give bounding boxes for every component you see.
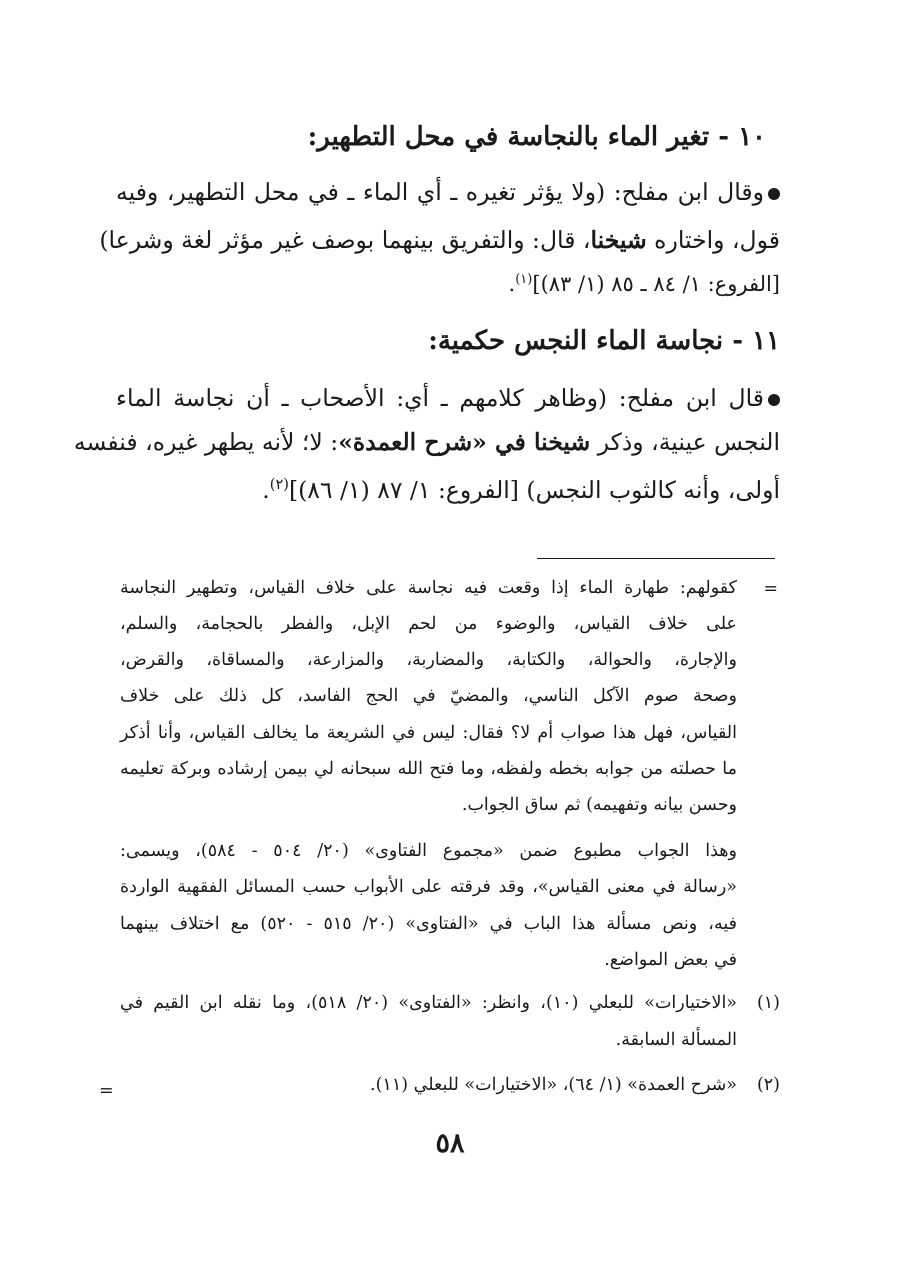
footnote-line: في بعض المواضع. <box>604 950 737 970</box>
section-heading <box>428 326 780 356</box>
footnote-separator <box>537 558 775 559</box>
section-number: ١١ - <box>732 326 780 356</box>
footnote-line: والإجارة، والحوالة، والكتابة، والمضاربة، والمزارعة، والمساقاة، والقرض، <box>120 650 737 670</box>
footnote-line: «رسالة في معنى القياس»، وقد فرقته على الأبواب حسب المسائل الفقهية الواردة <box>120 877 737 897</box>
page-number: ٥٨ <box>435 1128 465 1159</box>
continuation-marker: = <box>763 579 778 599</box>
bullet-icon <box>768 394 780 406</box>
section-number: ١٠ - <box>718 122 766 152</box>
continuation-marker: = <box>99 1081 114 1101</box>
footnote-line: «الاختيارات» للبعلي (١٠)، وانظر: «الفتاوى» (٢٠/ ٥١٨)، وما نقله ابن القيم في <box>120 993 738 1013</box>
footnote-line: المسألة السابقة. <box>615 1030 737 1050</box>
footnote-ref[interactable]: (١) <box>515 272 533 287</box>
bold-term: شيخنا <box>590 226 647 254</box>
section-title: تغير الماء بالنجاسة في محل التطهير: <box>307 122 710 152</box>
footnote-line: على خلاف القياس، والوضوء من لحم الإبل، والفطر بالحجامة، والسلم، <box>120 614 737 634</box>
footnote-line: فيه، ونص مسألة هذا الباب في «الفتاوى» (٢٠/ ٥١٥ - ٥٢٠) مع اختلاف بينهما <box>120 914 737 934</box>
footnote-label: (٢) <box>756 1075 780 1095</box>
paragraph-line: قال ابن مفلح: (وظاهر كلامهم ـ أي: الأصحاب ـ أن نجاسة الماء <box>116 384 780 412</box>
bold-term: شيخنا في «شرح العمدة» <box>338 428 591 456</box>
footnote-line: القياس، فهل هذا صواب أم لا؟ فقال: ليس في الشريعة ما يخالف القياس، وأنا أذكر <box>120 723 737 743</box>
citation: [الفروع: ١/ ٨٤ ـ ٨٥ (١/ ٨٣)] <box>532 272 780 296</box>
paragraph-line: النجس عينية، وذكر شيخنا في «شرح العمدة»: لا؛ لأنه يطهر غيره، فنفسه <box>73 428 780 456</box>
paragraph-line: وقال ابن مفلح: (ولا يؤثر تغيره ـ أي الماء ـ في محل التطهير، وفيه <box>116 178 780 206</box>
paragraph-line: [الفروع: ١/ ٨٤ ـ ٨٥ (١/ ٨٣)]$^{(١)}$. <box>508 272 780 296</box>
footnote-line: وصحة صوم الآكل الناسي، والمضيّ في الحج الفاسد، كل ذلك على خلاف <box>120 686 737 706</box>
footnote-label: (١) <box>756 993 780 1013</box>
bullet-icon <box>768 188 780 200</box>
footnote-line: كقولهم: طهارة الماء إذا وقعت فيه نجاسة على خلاف القياس، وتطهير النجاسة <box>120 578 737 598</box>
paragraph-line: أولى، وأنه كالثوب النجس) [الفروع: ١/ ٨٧ (١/ ٨٦)]$^{(٢)}$. <box>262 476 780 504</box>
footnote-line: ما حصلته من جوابه بخطه ولفظه، وما فتح الله سبحانه لي بيمن إرشاده وبركة تعليمه <box>120 759 737 779</box>
footnote-line: وهذا الجواب مطبوع ضمن «مجموع الفتاوى» (٢٠/ ٥٠٤ - ٥٨٤)، ويسمى: <box>120 841 737 861</box>
paragraph-line: قول، واختاره شيخنا، قال: والتفريق بينهما بوصف غير مؤثر لغة وشرعا) <box>99 226 780 254</box>
footnote-ref[interactable]: (٢) <box>269 476 289 494</box>
footnote-line: وحسن بيانه وتفهيمه) ثم ساق الجواب. <box>461 795 737 815</box>
footnote-line: «شرح العمدة» (١/ ٦٤)، «الاختيارات» للبعلي (١١). <box>370 1075 737 1095</box>
section-title: نجاسة الماء النجس حكمية: <box>428 326 724 356</box>
section-heading <box>308 122 766 152</box>
